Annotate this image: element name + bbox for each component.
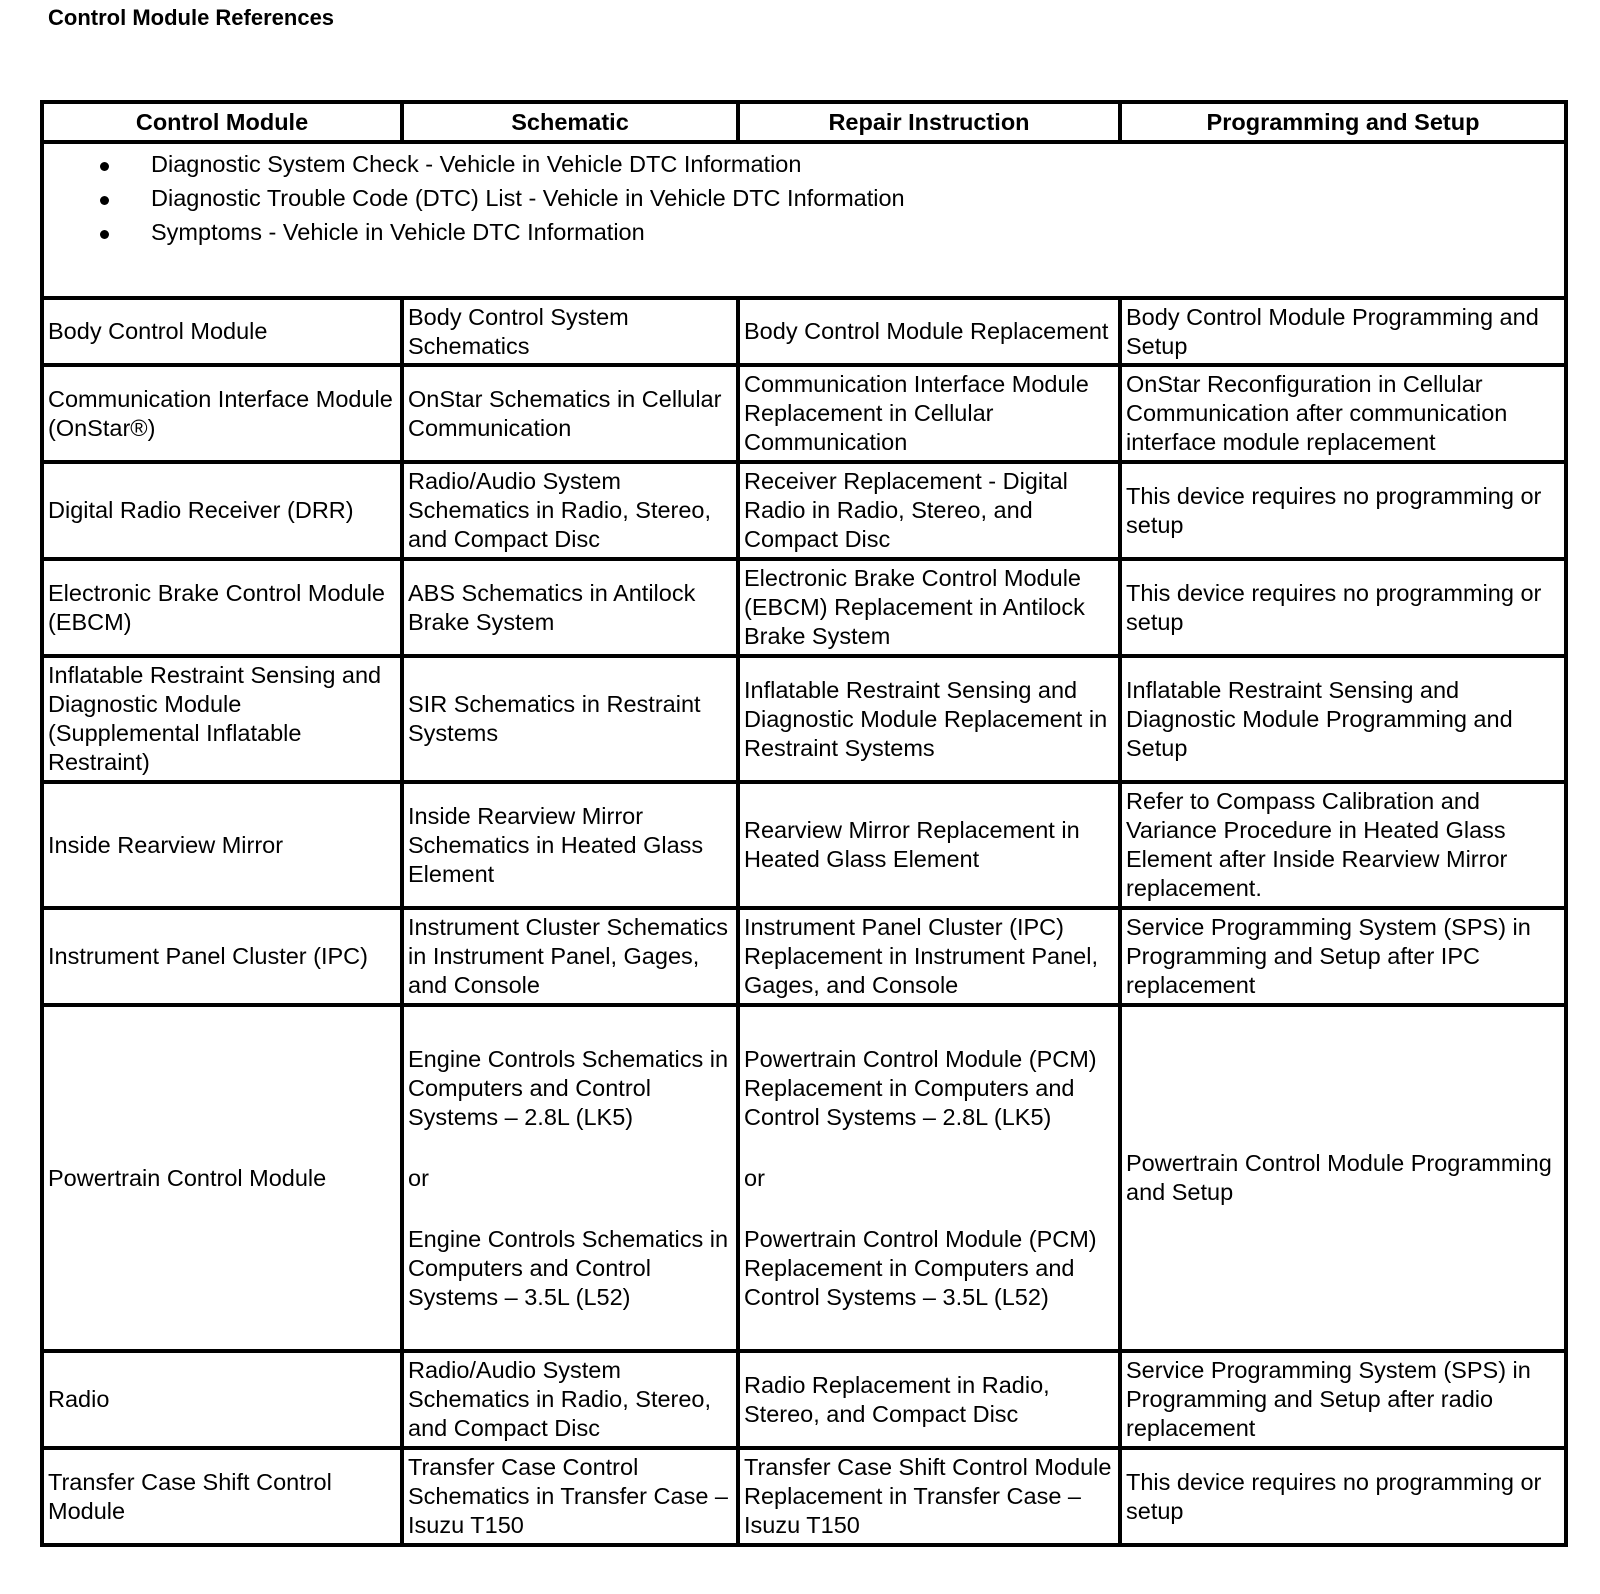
bullet-icon [100,230,109,239]
repair-cell[interactable]: Communication Interface Module Replacement in Cellular Communication [738,365,1120,462]
references-list [44,150,1564,252]
repair-link[interactable]: Powertrain Control Module (PCM) Replacement in Computers and Control Systems – 2.8L (LK5) [744,1045,1097,1130]
table-row [42,559,1566,656]
programming-cell[interactable]: OnStar Reconfiguration in Cellular Communication after communication interface module replacement [1120,365,1566,462]
references-row [42,142,1566,298]
table-row [42,365,1566,462]
table-row [42,462,1566,559]
module-cell: Body Control Module [42,298,402,365]
repair-cell[interactable]: Radio Replacement in Radio, Stereo, and Compact Disc [738,1351,1120,1448]
table-header-row [42,102,1566,142]
reference-link[interactable]: Diagnostic System Check - Vehicle in Vehicle DTC Information [151,151,802,177]
programming-cell: This device requires no programming or setup [1120,1448,1566,1545]
repair-cell [738,1005,1120,1351]
repair-cell[interactable]: Body Control Module Replacement [738,298,1120,365]
list-item[interactable] [44,184,1564,218]
programming-cell[interactable]: Service Programming System (SPS) in Programming and Setup after IPC replacement [1120,908,1566,1005]
header-control-module: Control Module [42,102,402,142]
or-label: or [408,1164,429,1191]
table-row [42,782,1566,908]
table-row [42,908,1566,1005]
header-schematic: Schematic [402,102,738,142]
module-cell: Digital Radio Receiver (DRR) [42,462,402,559]
header-programming-setup: Programming and Setup [1120,102,1566,142]
table-row [42,656,1566,782]
schematic-cell[interactable]: SIR Schematics in Restraint Systems [402,656,738,782]
control-module-table [40,100,1568,1547]
repair-cell[interactable]: Transfer Case Shift Control Module Replacement in Transfer Case – Isuzu T150 [738,1448,1120,1545]
schematic-cell[interactable]: Body Control System Schematics [402,298,738,365]
repair-cell[interactable]: Instrument Panel Cluster (IPC) Replacement in Instrument Panel, Gages, and Console [738,908,1120,1005]
module-cell: Powertrain Control Module [42,1005,402,1351]
list-item[interactable] [44,218,1564,252]
programming-cell[interactable]: Body Control Module Programming and Setup [1120,298,1566,365]
table-row [42,1351,1566,1448]
module-cell: Inside Rearview Mirror [42,782,402,908]
table-row [42,298,1566,365]
module-cell: Electronic Brake Control Module (EBCM) [42,559,402,656]
module-cell: Inflatable Restraint Sensing and Diagnostic Module (Supplemental Inflatable Restraint) [42,656,402,782]
schematic-cell[interactable]: Radio/Audio System Schematics in Radio, Stereo, and Compact Disc [402,1351,738,1448]
reference-link[interactable]: Diagnostic Trouble Code (DTC) List - Vehicle in Vehicle DTC Information [151,185,905,211]
table-row [42,1448,1566,1545]
module-cell: Radio [42,1351,402,1448]
schematic-cell[interactable]: Transfer Case Control Schematics in Transfer Case – Isuzu T150 [402,1448,738,1545]
page-title: Control Module References [48,5,335,30]
schematic-cell[interactable]: Radio/Audio System Schematics in Radio, Stereo, and Compact Disc [402,462,738,559]
programming-cell[interactable]: Service Programming System (SPS) in Programming and Setup after radio replacement [1120,1351,1566,1448]
bullet-icon [100,162,109,171]
programming-cell[interactable]: Inflatable Restraint Sensing and Diagnostic Module Programming and Setup [1120,656,1566,782]
or-label: or [744,1164,765,1191]
repair-cell[interactable]: Rearview Mirror Replacement in Heated Glass Element [738,782,1120,908]
schematic-cell[interactable]: Inside Rearview Mirror Schematics in Heated Glass Element [402,782,738,908]
repair-cell[interactable]: Inflatable Restraint Sensing and Diagnostic Module Replacement in Restraint Systems [738,656,1120,782]
module-cell: Communication Interface Module (OnStar®) [42,365,402,462]
programming-cell: This device requires no programming or setup [1120,462,1566,559]
repair-cell[interactable]: Electronic Brake Control Module (EBCM) Replacement in Antilock Brake System [738,559,1120,656]
list-item[interactable] [44,150,1564,184]
repair-cell[interactable]: Receiver Replacement - Digital Radio in Radio, Stereo, and Compact Disc [738,462,1120,559]
bullet-icon [100,196,109,205]
table-row [42,1005,1566,1351]
schematic-link[interactable]: Engine Controls Schematics in Computers and Control Systems – 2.8L (LK5) [408,1045,729,1130]
repair-link[interactable]: Powertrain Control Module (PCM) Replacement in Computers and Control Systems – 3.5L (L52) [744,1225,1097,1310]
programming-cell: This device requires no programming or setup [1120,559,1566,656]
schematic-link[interactable]: Engine Controls Schematics in Computers and Control Systems – 3.5L (L52) [408,1225,729,1310]
header-repair-instruction: Repair Instruction [738,102,1120,142]
module-cell: Transfer Case Shift Control Module [42,1448,402,1545]
programming-cell[interactable]: Refer to Compass Calibration and Variance Procedure in Heated Glass Element after Inside Rearview Mirror replacement. [1120,782,1566,908]
schematic-cell [402,1005,738,1351]
module-cell: Instrument Panel Cluster (IPC) [42,908,402,1005]
programming-cell[interactable]: Powertrain Control Module Programming and Setup [1120,1005,1566,1351]
schematic-cell[interactable]: OnStar Schematics in Cellular Communication [402,365,738,462]
schematic-cell[interactable]: Instrument Cluster Schematics in Instrument Panel, Gages, and Console [402,908,738,1005]
reference-link[interactable]: Symptoms - Vehicle in Vehicle DTC Information [151,219,645,245]
references-cell [42,142,1566,298]
schematic-cell[interactable]: ABS Schematics in Antilock Brake System [402,559,738,656]
